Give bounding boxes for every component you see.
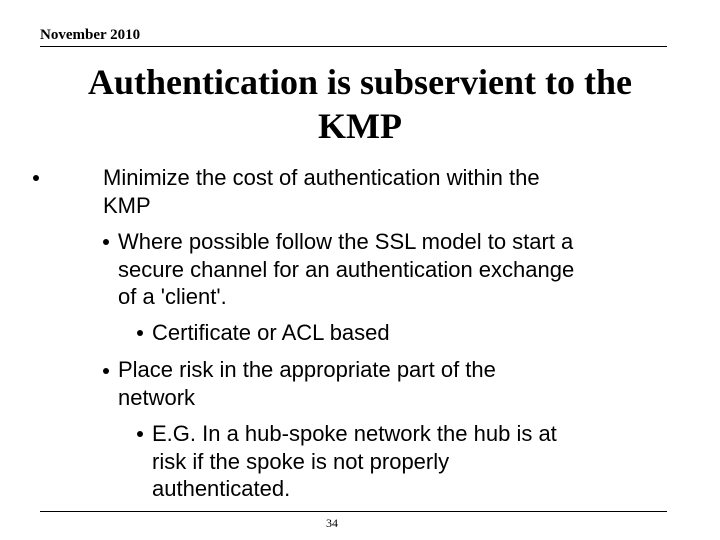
bullet-level1-text — [103, 164, 540, 219]
bullet-dot-icon — [103, 368, 109, 374]
bullet-line: network — [118, 384, 196, 410]
bullet-line: Minimize the cost of authentication within the — [103, 165, 540, 190]
bullet-line: KMP — [103, 192, 151, 218]
bullet-dot-icon — [137, 330, 143, 336]
bullet-line: Certificate or ACL based — [152, 320, 390, 345]
bullet-dot-icon — [33, 175, 39, 181]
bullet-level2-text — [118, 228, 574, 311]
footer-divider — [40, 511, 667, 512]
slide-title-line-2: KMP — [318, 106, 402, 146]
bullet-dot-icon — [103, 239, 109, 245]
slide-title-line-1: Authentication is subservient to the — [87, 62, 632, 102]
bullet-line: Place risk in the appropriate part of the — [118, 357, 496, 382]
header-date: November 2010 — [40, 27, 141, 43]
bullet-line: E.G. In a hub-spoke network the hub is at — [152, 421, 557, 446]
bullet-line: authenticated. — [152, 476, 291, 501]
bullet-line: secure channel for an authentication exchange — [118, 256, 575, 282]
bullet-dot-icon — [137, 431, 143, 437]
bullet-line: risk if the spoke is not properly — [152, 448, 450, 474]
bullet-level2-text — [118, 356, 496, 411]
bullet-line: Where possible follow the SSL model to start a — [118, 229, 574, 254]
bullet-level3-text — [152, 420, 557, 503]
page-number: 34 — [326, 516, 338, 530]
slide-title — [40, 60, 680, 148]
bullet-line: of a 'client'. — [118, 284, 227, 309]
bullet-level3-text — [152, 319, 390, 347]
header-divider — [40, 46, 667, 47]
